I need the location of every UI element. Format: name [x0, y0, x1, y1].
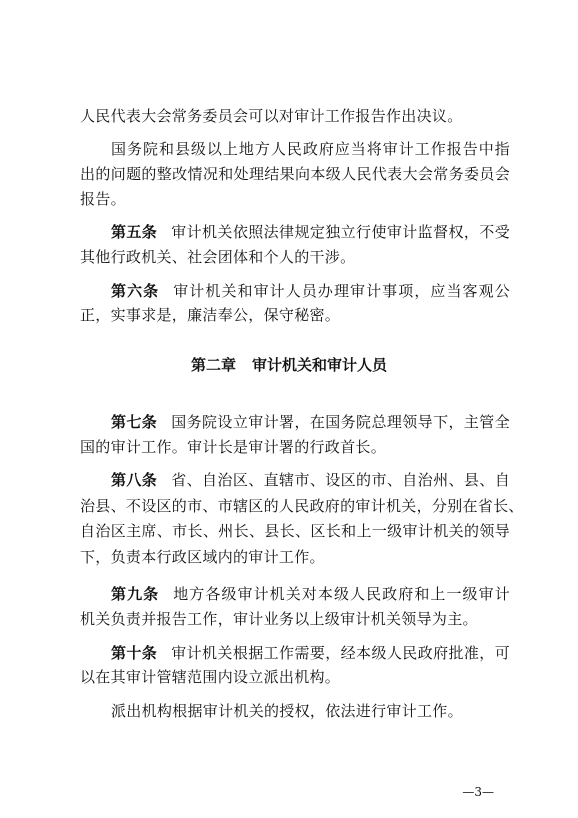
article-text: 审计机关依照法律规定独立行使审计监督权，不受 [171, 223, 510, 241]
text-line: 派出机构根据审计机关的授权，依法进行审计工作。 [111, 702, 463, 720]
text-line: 出的问题的整改情况和处理结果向本级人民代表大会常务委员会 [80, 165, 510, 183]
article-10 [111, 643, 510, 663]
article-title: 第八条 [111, 471, 158, 489]
article-5 [111, 222, 510, 242]
text-line: 其他行政机关、社会团体和个人的干涉。 [80, 248, 356, 266]
text-line: 国务院和县级以上地方人民政府应当将审计工作报告中指 [111, 140, 510, 158]
text-line: 国的审计工作。审计长是审计署的行政首长。 [80, 438, 387, 456]
chapter-number: 第二章 [190, 356, 236, 374]
article-title: 第五条 [111, 223, 158, 241]
text-line: 机关负责并报告工作，审计业务以上级审计机关领导为主。 [80, 610, 478, 628]
article-text: 审计机关根据工作需要，经本级人民政府批准，可 [171, 644, 510, 662]
text-line: 正，实事求是，廉洁奉公，保守秘密。 [80, 306, 341, 324]
article-title: 第七条 [111, 413, 158, 431]
text-line: 下，负责本行政区域内的审计工作。 [80, 548, 325, 566]
text-line: 治县、不设区的市、市辖区的人民政府的审计机关，分别在省长、 [80, 497, 524, 515]
article-text: 国务院设立审计署，在国务院总理领导下，主管全 [171, 413, 510, 431]
article-6 [111, 281, 510, 301]
article-9 [111, 584, 510, 604]
chapter-title: 审计机关和审计人员 [252, 356, 388, 374]
article-text: 省、自治区、直辖市、设区的市、自治州、县、自 [171, 471, 510, 489]
text-line: 自治区主席、市长、州长、县长、区长和上一级审计机关的领导 [80, 522, 510, 540]
text-line: 以在其审计管辖范围内设立派出机构。 [80, 668, 341, 686]
text-line: 报告。 [80, 190, 126, 208]
chapter-heading [0, 355, 578, 375]
article-title: 第十条 [111, 644, 158, 662]
page-number: —3— [462, 785, 494, 799]
article-text: 地方各级审计机关对本级人民政府和上一级审计 [173, 585, 510, 603]
article-title: 第六条 [111, 282, 160, 300]
article-8 [111, 470, 510, 490]
article-7 [111, 412, 510, 432]
article-text: 审计机关和审计人员办理审计事项，应当客观公 [173, 282, 510, 300]
article-title: 第九条 [111, 585, 160, 603]
text-line: 人民代表大会常务委员会可以对审计工作报告作出决议。 [80, 107, 463, 125]
